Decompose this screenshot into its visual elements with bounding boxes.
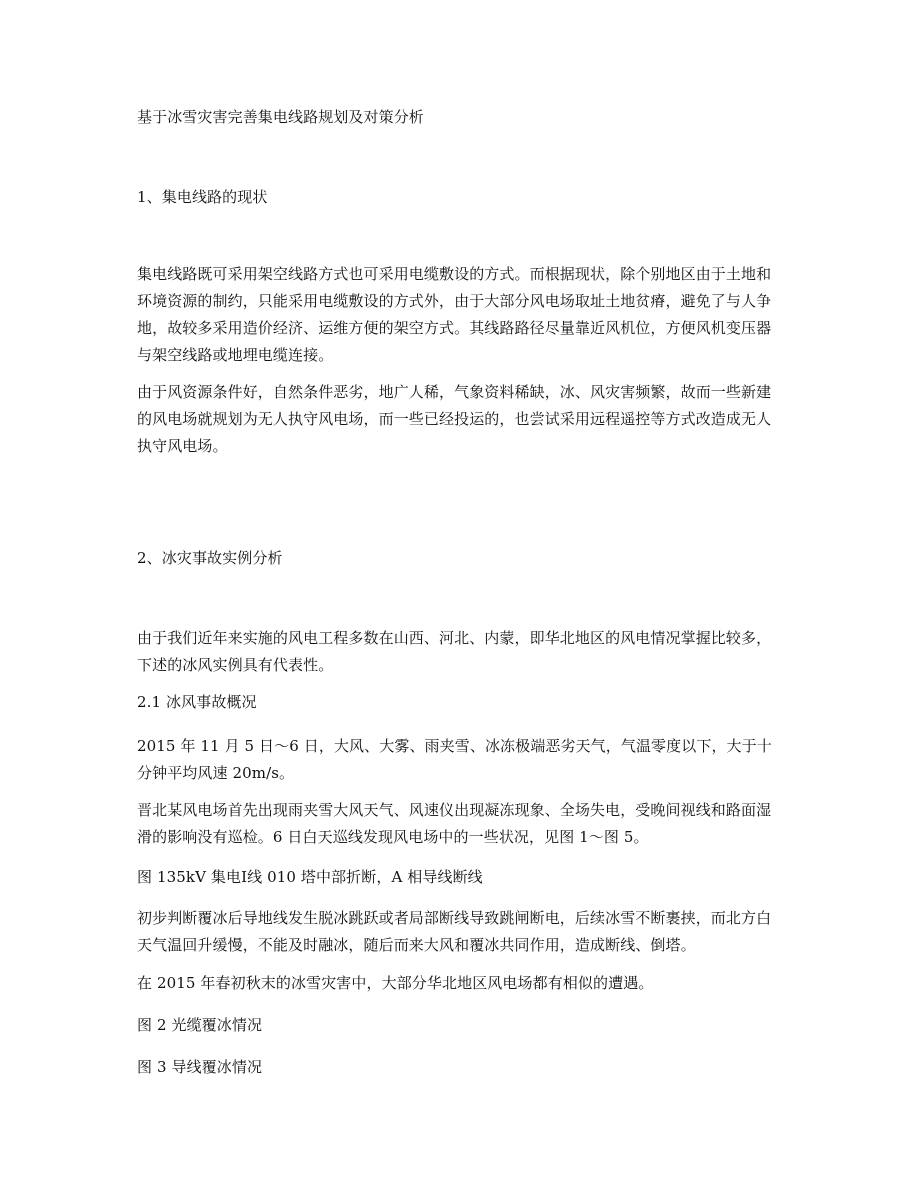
figure-1-caption: 图 135kV 集电Ⅰ线 010 塔中部折断，A 相导线断线 — [137, 868, 483, 886]
section-2-1-paragraph-2: 晋北某风电场首先出现雨夹雪大风天气、风速仪出现凝冻现象、全场失电，受晚间视线和路面湿滑的影响没有巡检。6 日白天巡线发现风电场中的一些状况，见图 1～图 5。 — [137, 801, 772, 846]
section-1-heading: 1、集电线路的现状 — [137, 188, 268, 206]
figure-2-caption: 图 2 光缆覆冰情况 — [137, 1016, 263, 1034]
figure-3-caption: 图 3 导线覆冰情况 — [137, 1058, 263, 1076]
section-1-paragraph-1: 集电线路既可采用架空线路方式也可采用电缆敷设的方式。而根据现状，除个别地区由于土地和环境资源的制约，只能采用电缆敷设的方式外，由于大部分风电场取址土地贫瘠，避免了与人争地，故较多采用造价经济、运维方便的架空方式。其线路路径尽量靠近风机位，方便风机变压器与架空线路或地埋电缆连接。 — [137, 265, 772, 364]
section-2-1-paragraph-4: 在 2015 年春初秋末的冰雪灾害中，大部分华北地区风电场都有相似的遭遇。 — [137, 974, 654, 992]
document-title: 基于冰雪灾害完善集电线路规划及对策分析 — [137, 108, 424, 126]
section-2-heading: 2、冰灾事故实例分析 — [137, 549, 283, 567]
section-1-paragraph-2: 由于风资源条件好，自然条件恶劣，地广人稀，气象资料稀缺，冰、风灾害频繁，故而一些新建的风电场就规划为无人执守风电场，而一些已经投运的，也尝试采用远程遥控等方式改造成无人执守风电场。 — [137, 383, 772, 455]
section-2-paragraph-1: 由于我们近年来实施的风电工程多数在山西、河北、内蒙，即华北地区的风电情况掌握比较多，下述的冰风实例具有代表性。 — [137, 629, 772, 674]
section-2-1-heading: 2.1 冰风事故概况 — [137, 693, 257, 711]
section-2-1-paragraph-1: 2015 年 11 月 5 日～6 日，大风、大雾、雨夹雪、冰冻极端恶劣天气，气温零度以下，大于十分钟平均风速 20m/s。 — [137, 737, 772, 782]
section-2-1-paragraph-3: 初步判断覆冰后导地线发生脱冰跳跃或者局部断线导致跳闸断电，后续冰雪不断裹挟，而北方白天气温回升缓慢，不能及时融冰，随后而来大风和覆冰共同作用，造成断线、倒塔。 — [137, 909, 772, 954]
